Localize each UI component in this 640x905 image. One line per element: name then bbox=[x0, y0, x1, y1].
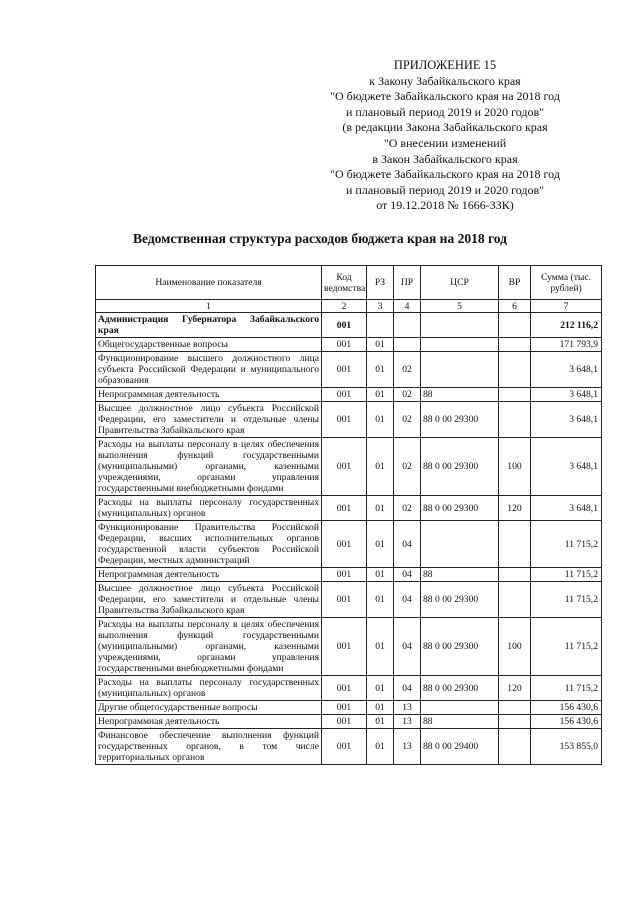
row-csr bbox=[421, 521, 499, 568]
row-name: Высшее должностное лицо субъекта Российской Федерации, его заместители и отдельные члены Правительства Забайкальского края bbox=[96, 402, 322, 438]
row-code: 001 bbox=[322, 438, 367, 496]
row-pr: 13 bbox=[394, 715, 421, 729]
row-vr bbox=[499, 568, 531, 582]
table-row bbox=[96, 402, 602, 438]
row-vr bbox=[499, 701, 531, 715]
document-title: Ведомственная структура расходов бюджета края на 2018 год bbox=[133, 231, 507, 246]
row-csr: 88 0 00 29300 bbox=[421, 618, 499, 676]
row-vr bbox=[499, 729, 531, 765]
row-name: Общегосударственные вопросы bbox=[96, 338, 322, 352]
row-vr bbox=[499, 582, 531, 618]
table-row bbox=[96, 352, 602, 388]
row-csr: 88 bbox=[421, 388, 499, 402]
row-csr: 88 0 00 29300 bbox=[421, 438, 499, 496]
row-csr bbox=[421, 352, 499, 388]
header-code: Код ведомства bbox=[322, 266, 367, 300]
row-rz: 01 bbox=[367, 438, 394, 496]
table-row bbox=[96, 313, 602, 338]
row-pr: 13 bbox=[394, 729, 421, 765]
row-vr bbox=[499, 338, 531, 352]
row-code: 001 bbox=[322, 388, 367, 402]
row-rz: 01 bbox=[367, 582, 394, 618]
table-row bbox=[96, 582, 602, 618]
col-number: 6 bbox=[499, 300, 531, 313]
row-code: 001 bbox=[322, 582, 367, 618]
row-sum: 156 430,6 bbox=[531, 701, 602, 715]
row-pr: 04 bbox=[394, 521, 421, 568]
row-code: 001 bbox=[322, 676, 367, 701]
row-pr: 02 bbox=[394, 388, 421, 402]
column-number-row bbox=[96, 300, 602, 313]
row-csr bbox=[421, 313, 499, 338]
row-pr: 02 bbox=[394, 402, 421, 438]
header-line: (в редакции Закона Забайкальского края bbox=[342, 120, 548, 135]
table-row bbox=[96, 715, 602, 729]
budget-table bbox=[95, 265, 602, 765]
col-number: 5 bbox=[421, 300, 499, 313]
row-code: 001 bbox=[322, 618, 367, 676]
table-row bbox=[96, 701, 602, 715]
row-pr: 13 bbox=[394, 701, 421, 715]
row-name: Расходы на выплаты персоналу государственных (муниципальных) органов bbox=[96, 676, 322, 701]
row-csr bbox=[421, 701, 499, 715]
row-pr bbox=[394, 338, 421, 352]
header-line: "О внесении изменений bbox=[383, 135, 507, 150]
row-code: 001 bbox=[322, 729, 367, 765]
header-line: ПРИЛОЖЕНИЕ 15 bbox=[393, 58, 497, 72]
row-csr: 88 bbox=[421, 568, 499, 582]
row-csr: 88 0 00 29300 bbox=[421, 402, 499, 438]
appendix-header bbox=[320, 58, 570, 214]
table-row bbox=[96, 338, 602, 352]
row-csr: 88 0 00 29300 bbox=[421, 582, 499, 618]
row-name: Администрация Губернатора Забайкальского края bbox=[96, 313, 322, 338]
row-pr: 02 bbox=[394, 496, 421, 521]
header-line: и плановый период 2019 и 2020 годов" bbox=[345, 182, 545, 197]
row-sum: 11 715,2 bbox=[531, 568, 602, 582]
row-sum: 3 648,1 bbox=[531, 388, 602, 402]
row-rz: 01 bbox=[367, 701, 394, 715]
row-sum: 3 648,1 bbox=[531, 496, 602, 521]
row-sum: 171 793,9 bbox=[531, 338, 602, 352]
table-row bbox=[96, 568, 602, 582]
col-number: 4 bbox=[394, 300, 421, 313]
row-rz: 01 bbox=[367, 496, 394, 521]
header-line: "О бюджете Забайкальского края на 2018 год bbox=[330, 167, 560, 182]
header-line: "О бюджете Забайкальского края на 2018 год bbox=[330, 89, 560, 104]
row-code: 001 bbox=[322, 313, 367, 338]
row-code: 001 bbox=[322, 352, 367, 388]
row-name: Расходы на выплаты персоналу в целях обеспечения выполнения функций государственными (муниципальными) органами, казенными учреждениями, органами управления государственными внебюджетными фондами bbox=[96, 618, 322, 676]
row-rz: 01 bbox=[367, 715, 394, 729]
row-code: 001 bbox=[322, 701, 367, 715]
row-pr: 02 bbox=[394, 438, 421, 496]
row-sum: 3 648,1 bbox=[531, 402, 602, 438]
row-vr bbox=[499, 715, 531, 729]
row-vr: 120 bbox=[499, 676, 531, 701]
row-csr: 88 0 00 29300 bbox=[421, 496, 499, 521]
row-rz: 01 bbox=[367, 338, 394, 352]
row-name: Непрограммная деятельность bbox=[96, 568, 322, 582]
row-sum: 212 116,2 bbox=[531, 313, 602, 338]
row-name: Расходы на выплаты персоналу в целях обеспечения выполнения функций государственными (муниципальными) органами, казенными учреждениями, органами управления государственными внебюджетными фондами bbox=[96, 438, 322, 496]
table-row bbox=[96, 618, 602, 676]
table-row bbox=[96, 438, 602, 496]
row-code: 001 bbox=[322, 568, 367, 582]
row-pr: 04 bbox=[394, 568, 421, 582]
row-sum: 3 648,1 bbox=[531, 438, 602, 496]
table-header-row bbox=[96, 266, 602, 300]
row-sum: 3 648,1 bbox=[531, 352, 602, 388]
row-name: Функционирование высшего должностного лица субъекта Российской Федерации и муниципального образования bbox=[96, 352, 322, 388]
row-csr: 88 0 00 29400 bbox=[421, 729, 499, 765]
table-body bbox=[96, 313, 602, 765]
row-pr: 02 bbox=[394, 352, 421, 388]
row-code: 001 bbox=[322, 338, 367, 352]
row-csr: 88 0 00 29300 bbox=[421, 676, 499, 701]
row-code: 001 bbox=[322, 521, 367, 568]
row-pr: 04 bbox=[394, 582, 421, 618]
header-vr: ВР bbox=[499, 266, 531, 300]
table-row bbox=[96, 388, 602, 402]
col-number: 7 bbox=[531, 300, 602, 313]
row-name: Функционирование Правительства Российской Федерации, высших исполнительных органов государственной власти субъектов Российской Федерации, местных администраций bbox=[96, 521, 322, 568]
row-name: Высшее должностное лицо субъекта Российской Федерации, его заместители и отдельные члены Правительства Забайкальского края bbox=[96, 582, 322, 618]
header-line: в Закон Забайкальского края bbox=[372, 151, 518, 166]
table-row bbox=[96, 496, 602, 521]
row-csr: 88 bbox=[421, 715, 499, 729]
row-rz: 01 bbox=[367, 729, 394, 765]
row-vr bbox=[499, 313, 531, 338]
header-csr: ЦСР bbox=[421, 266, 499, 300]
header-line: и плановый период 2019 и 2020 годов" bbox=[345, 104, 545, 119]
row-sum: 11 715,2 bbox=[531, 618, 602, 676]
col-number: 1 bbox=[96, 300, 322, 313]
row-rz: 01 bbox=[367, 676, 394, 701]
row-rz: 01 bbox=[367, 568, 394, 582]
row-name: Финансовое обеспечение выполнения функций государственных органов, в том числе территориальных органов bbox=[96, 729, 322, 765]
row-code: 001 bbox=[322, 402, 367, 438]
row-name: Непрограммная деятельность bbox=[96, 388, 322, 402]
row-vr bbox=[499, 402, 531, 438]
row-vr: 100 bbox=[499, 438, 531, 496]
row-code: 001 bbox=[322, 715, 367, 729]
header-line: к Закону Забайкальского края bbox=[369, 73, 521, 88]
row-rz bbox=[367, 313, 394, 338]
row-vr bbox=[499, 388, 531, 402]
row-pr: 04 bbox=[394, 676, 421, 701]
col-number: 3 bbox=[367, 300, 394, 313]
header-pr: ПР bbox=[394, 266, 421, 300]
row-sum: 11 715,2 bbox=[531, 521, 602, 568]
row-sum: 11 715,2 bbox=[531, 676, 602, 701]
row-vr bbox=[499, 352, 531, 388]
header-sum: Сумма (тыс. рублей) bbox=[531, 266, 602, 300]
col-number: 2 bbox=[322, 300, 367, 313]
row-rz: 01 bbox=[367, 618, 394, 676]
table-row bbox=[96, 729, 602, 765]
row-rz: 01 bbox=[367, 352, 394, 388]
row-sum: 156 430,6 bbox=[531, 715, 602, 729]
row-name: Непрограммная деятельность bbox=[96, 715, 322, 729]
row-rz: 01 bbox=[367, 521, 394, 568]
row-rz: 01 bbox=[367, 388, 394, 402]
header-line: от 19.12.2018 № 1666-ЗЗК) bbox=[376, 198, 514, 213]
header-rz: РЗ bbox=[367, 266, 394, 300]
row-name: Расходы на выплаты персоналу государственных (муниципальных) органов bbox=[96, 496, 322, 521]
header-name: Наименование показателя bbox=[96, 266, 322, 300]
row-pr bbox=[394, 313, 421, 338]
table-row bbox=[96, 521, 602, 568]
row-rz: 01 bbox=[367, 402, 394, 438]
table-row bbox=[96, 676, 602, 701]
row-pr: 04 bbox=[394, 618, 421, 676]
row-csr bbox=[421, 338, 499, 352]
row-vr: 100 bbox=[499, 618, 531, 676]
row-sum: 153 855,0 bbox=[531, 729, 602, 765]
row-vr: 120 bbox=[499, 496, 531, 521]
row-vr bbox=[499, 521, 531, 568]
row-sum: 11 715,2 bbox=[531, 582, 602, 618]
row-code: 001 bbox=[322, 496, 367, 521]
row-name: Другие общегосударственные вопросы bbox=[96, 701, 322, 715]
